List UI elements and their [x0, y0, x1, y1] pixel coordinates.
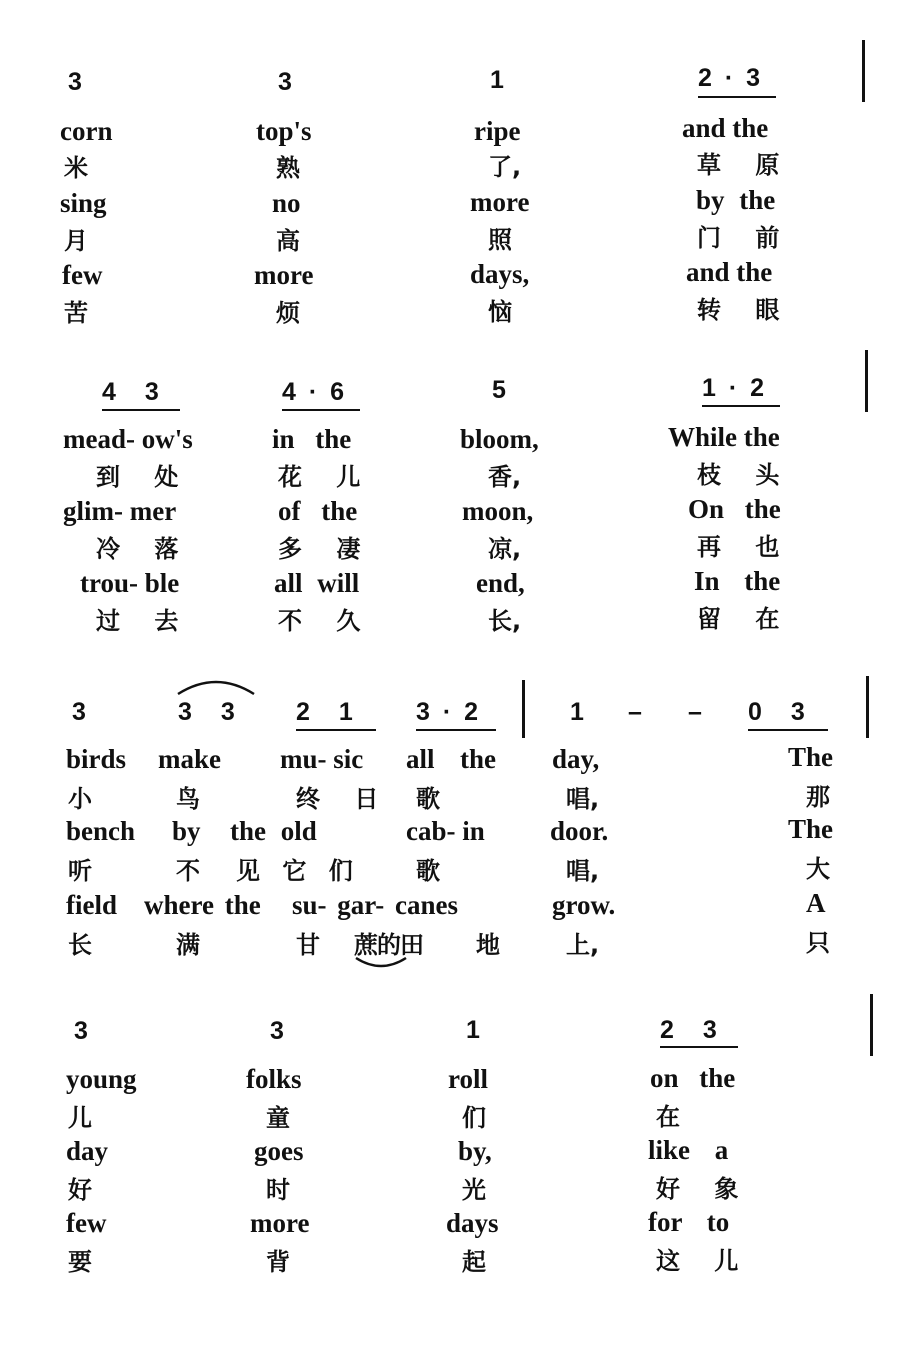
note: 3 · 2 [416, 698, 479, 726]
lyric-zh: 满 [176, 931, 200, 959]
lyric: where the [144, 890, 261, 920]
lyric-zh: 蔗的田 [354, 931, 423, 959]
lyric-zh: 唱, [566, 857, 600, 885]
lyric-zh: 凉, [488, 535, 522, 563]
lyric: no [272, 188, 301, 218]
lyric-zh: 光 [462, 1176, 486, 1204]
lyric: in the [272, 424, 352, 454]
lyric: by, [458, 1136, 492, 1166]
lyric-zh: 歌 [416, 785, 440, 813]
lyric: The [788, 814, 834, 844]
lyric: day [66, 1136, 109, 1166]
lyric-zh: 童 [266, 1104, 290, 1132]
note: 1 [570, 698, 584, 726]
lyric: more [470, 187, 530, 217]
lyric: and the [686, 257, 773, 287]
slur-arc [178, 682, 254, 694]
lyric-zh: 在 [656, 1103, 680, 1131]
lyric-zh: 恼 [488, 298, 512, 326]
note: 3 [68, 68, 82, 96]
lyric: mu- sic [280, 744, 364, 774]
lyric: glim- mer [63, 496, 177, 526]
note: 4 · 6 [282, 378, 345, 406]
beam-underline [660, 1046, 738, 1048]
lyric-zh: 好 [68, 1176, 92, 1204]
lyric-zh: 再 也 [697, 533, 780, 561]
dash: – [628, 698, 642, 726]
lyric-zh: 大 [806, 855, 830, 883]
dash: – [688, 698, 702, 726]
lyric-zh: 不 [176, 857, 200, 885]
note: 3 [278, 68, 292, 96]
lyric: top's [256, 116, 312, 146]
lyric-zh: 留 在 [697, 605, 780, 633]
note: 3 [74, 1017, 88, 1045]
lyric-zh: 唱, [566, 785, 600, 813]
note: 2 1 [296, 698, 353, 726]
lyric: goes [254, 1136, 304, 1166]
lyric-zh: 小 [68, 785, 92, 813]
lyric: The [788, 742, 834, 772]
lyric-zh: 们 [462, 1104, 486, 1132]
lyric: bloom, [460, 424, 539, 454]
lyric: days, [470, 259, 530, 289]
lyric: and the [682, 113, 769, 143]
note: 2 · 3 [698, 64, 761, 92]
lyric: of the [278, 496, 358, 526]
lyric-zh: 香, [488, 463, 522, 491]
lyric: day, [552, 744, 600, 774]
lyric-zh: 到 处 [96, 463, 179, 491]
lyric-zh: 草 原 [697, 151, 780, 179]
lyric: more [250, 1208, 310, 1238]
lyric-zh: 不 久 [278, 607, 361, 635]
lyric: more [254, 260, 314, 290]
lyric-zh: 听 [68, 857, 92, 885]
lyric-zh: 高 [276, 227, 300, 255]
lyric: like a [648, 1135, 729, 1165]
lyric: few [62, 260, 103, 290]
lyric-zh: 了, [488, 153, 522, 181]
note: 3 3 [178, 698, 235, 726]
lyric: While the [668, 422, 780, 452]
lyric: corn [60, 116, 113, 146]
lyric-zh: 长, [488, 607, 522, 635]
lyric-zh: 起 [462, 1248, 486, 1276]
lyric: few [66, 1208, 107, 1238]
lyric-zh: 背 [266, 1248, 290, 1276]
lyric: days [446, 1208, 499, 1238]
lyric-zh: 地 [476, 931, 500, 959]
lyric: su- gar- canes [292, 890, 458, 920]
lyric-zh: 烦 [276, 299, 300, 327]
lyric-zh: 过 去 [96, 607, 179, 635]
lyric: door. [550, 816, 609, 846]
lyric: In the [694, 566, 781, 596]
lyric-zh: 歌 [416, 857, 440, 885]
lyric-zh: 儿 [68, 1104, 92, 1132]
lyric: ripe [474, 116, 521, 146]
lyric-zh: 只 [806, 929, 830, 957]
note: 5 [492, 376, 506, 404]
slur-arc [356, 958, 406, 966]
lyric-zh: 那 [806, 783, 830, 811]
lyric: all [406, 744, 435, 774]
lyric-zh: 这 儿 [656, 1247, 739, 1275]
note: 1 [466, 1016, 480, 1044]
note: 2 3 [660, 1016, 717, 1044]
lyric-zh: 照 [488, 226, 512, 254]
note: 0 3 [748, 698, 805, 726]
lyric: by [172, 816, 201, 846]
lyric-zh: 门 前 [697, 224, 780, 252]
note: 4 3 [102, 378, 159, 406]
lyric: roll [448, 1064, 488, 1094]
lyric-zh: 甘 [296, 931, 320, 959]
note: 3 [270, 1017, 284, 1045]
lyric: sing [60, 188, 107, 218]
lyric: mead- ow's [63, 424, 193, 454]
lyric: all will [274, 568, 360, 598]
lyric: on the [650, 1063, 736, 1093]
lyric-zh: 要 [68, 1248, 92, 1276]
lyric: end, [476, 568, 525, 598]
lyric: grow. [552, 890, 616, 920]
lyric: the [460, 744, 496, 774]
lyric: by the [696, 185, 776, 215]
lyric-zh: 熟 [276, 154, 300, 182]
lyric-zh: 月 [64, 227, 88, 255]
bar-line [870, 994, 873, 1056]
lyric: young [66, 1064, 137, 1094]
lyric-zh: 枝 头 [697, 461, 780, 489]
lyric: trou- ble [80, 568, 180, 598]
lyric-zh: 上, [566, 931, 600, 959]
lyric: folks [246, 1064, 302, 1094]
lyric: cab- in [406, 816, 485, 846]
note: 3 [72, 698, 86, 726]
lyric-zh: 冷 落 [96, 535, 179, 563]
lyric-zh: 转 眼 [697, 296, 780, 324]
lyric-zh: 终 日 [296, 785, 379, 813]
note: 1 · 2 [702, 374, 765, 402]
lyric: field [66, 890, 117, 920]
lyric-zh: 花 儿 [278, 463, 361, 491]
lyric: for to [648, 1207, 730, 1237]
lyric: bench [66, 816, 136, 846]
lyric-zh: 多 凄 [278, 535, 361, 563]
lyric: moon, [462, 496, 534, 526]
lyric: make [158, 744, 221, 774]
lyric-zh: 米 [64, 154, 88, 182]
lyric-zh: 苦 [64, 299, 88, 327]
lyric-zh: 鸟 [176, 785, 200, 813]
lyric: birds [66, 744, 127, 774]
note: 1 [490, 66, 504, 94]
lyric: the old [230, 816, 317, 846]
lyric-zh: 时 [266, 1176, 290, 1204]
lyric-zh: 见 它 们 [236, 857, 353, 885]
lyric-zh: 长 [68, 931, 92, 959]
lyric: A [806, 888, 826, 918]
lyric: On the [688, 494, 781, 524]
lyric-zh: 好 象 [656, 1175, 739, 1203]
